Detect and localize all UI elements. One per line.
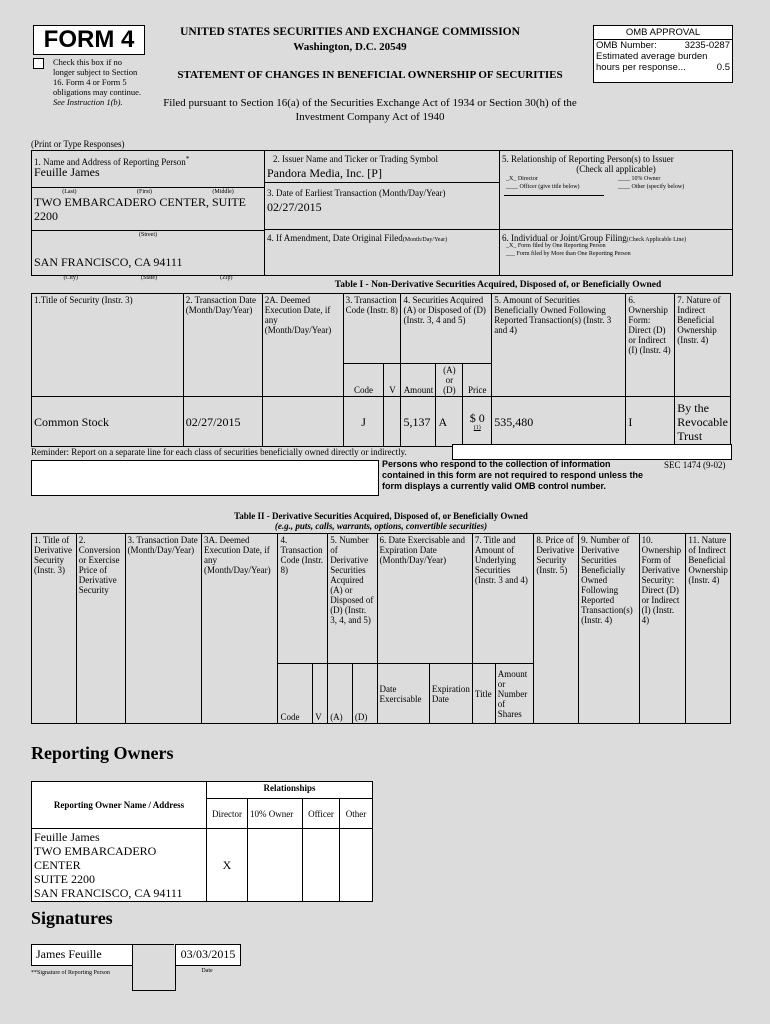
t2-sub-d: (D) bbox=[352, 664, 377, 724]
reminder-text: Reminder: Report on a separate line for each class of securities beneficially owned directly or indirectly. bbox=[31, 447, 407, 457]
t1-amount: 5,137 bbox=[401, 397, 436, 447]
t2-h5: 5. Number of Derivative Securities Acquired (A) or Disposed of (D) (Instr. 3, 4, and 5) bbox=[328, 534, 377, 664]
t2-sub-expiration: Expiration Date bbox=[429, 664, 472, 724]
ro-ten-pct-value bbox=[248, 829, 303, 902]
signature-date-label: Date bbox=[201, 968, 213, 974]
statement-title: STATEMENT OF CHANGES IN BENEFICIAL OWNERSHIP OF SECURITIES bbox=[177, 69, 563, 81]
t1-sub-amount: Amount bbox=[401, 364, 436, 397]
t1-nature: By the Revocable Trust bbox=[675, 397, 731, 447]
t2-h10: 10. Ownership Form of Derivative Security: Direct (D) or Indirect (I) (Instr. 4) bbox=[639, 534, 686, 724]
ro-row bbox=[32, 829, 373, 902]
zip-label: (Zip) bbox=[220, 275, 233, 281]
t1-h1: 1.Title of Security (Instr. 3) bbox=[32, 294, 184, 397]
t2-h3: 3. Transaction Date (Month/Day/Year) bbox=[125, 534, 201, 724]
ro-owner-line: SAN FRANCISCO, CA 94111 bbox=[34, 886, 183, 900]
table1 bbox=[31, 293, 731, 447]
agency-title: UNITED STATES SECURITIES AND EXCHANGE COMMISSION bbox=[180, 26, 520, 38]
t1-h2: 2. Transaction Date (Month/Day/Year) bbox=[183, 294, 262, 397]
omb-approval-box bbox=[593, 25, 733, 83]
omb-number-label: OMB Number: bbox=[596, 40, 657, 51]
signature-date: 03/03/2015 bbox=[180, 947, 236, 961]
ro-owner-line: TWO EMBARCADERO CENTER bbox=[34, 844, 157, 872]
box-relationship bbox=[500, 151, 732, 230]
amendment-sub: (Month/Day/Year) bbox=[402, 237, 448, 243]
t1-deemed bbox=[262, 397, 343, 447]
ro-relationships: Relationships bbox=[207, 782, 373, 799]
earliest-date: 02/27/2015 bbox=[267, 200, 322, 214]
filing-label: 6. Individual or Joint/Group Filing bbox=[502, 233, 627, 243]
ro-officer-value bbox=[303, 829, 340, 902]
filing-more: ___ Form filed by More than One Reporting Person bbox=[506, 251, 631, 257]
form-number-box bbox=[33, 25, 145, 55]
signature-date-box bbox=[175, 944, 241, 966]
omb-number: 3235-0287 bbox=[684, 40, 730, 51]
t1-h3: 3. Transaction Code (Instr. 8) bbox=[343, 294, 401, 364]
t2-h8: 8. Price of Derivative Security (Instr. 5) bbox=[534, 534, 579, 724]
relationship-sub: (Check all applicable) bbox=[576, 164, 656, 174]
street-label: (Street) bbox=[139, 232, 157, 238]
omb-hours-label: hours per response... bbox=[596, 62, 686, 73]
issuer-value: Pandora Media, Inc. [P] bbox=[267, 166, 382, 180]
ro-officer: Officer bbox=[303, 799, 340, 829]
ro-other-value bbox=[340, 829, 373, 902]
reporting-owners-heading: Reporting Owners bbox=[31, 743, 174, 763]
t1-h4: 4. Securities Acquired (A) or Disposed of (D) (Instr. 3, 4 and 5) bbox=[401, 294, 492, 364]
box-issuer bbox=[265, 151, 500, 183]
t1-h2a: 2A. Deemed Execution Date, if any (Month/Day/Year) bbox=[262, 294, 343, 397]
rel-ten-pct: ____ 10% Owner bbox=[618, 176, 661, 182]
reporting-person-label: 1. Name and Address of Reporting Person bbox=[34, 157, 186, 167]
t2-sub-a: (A) bbox=[328, 664, 353, 724]
t1-sub-price: Price bbox=[463, 364, 492, 397]
rel-director: _X_ Director bbox=[506, 176, 538, 182]
table1-row bbox=[32, 397, 731, 447]
last-label: (Last) bbox=[62, 189, 77, 195]
reporting-person-city: SAN FRANCISCO, CA 94111 bbox=[34, 255, 183, 269]
checkbox-note: Check this box if no longer subject to Section 16. Form 4 or Form 5 obligations may continue. See Instruction 1(b). bbox=[53, 57, 142, 107]
reporting-person-star: * bbox=[185, 154, 190, 163]
top-grid bbox=[31, 150, 733, 281]
t1-price: $ 0 bbox=[469, 411, 485, 425]
t1-aord: A bbox=[436, 397, 463, 447]
omb-burden-label: Estimated average burden bbox=[596, 51, 708, 62]
t1-price-note[interactable]: (1) bbox=[473, 425, 481, 431]
signatures-heading: Signatures bbox=[31, 908, 113, 928]
city-label: (City) bbox=[63, 275, 78, 281]
rel-officer: ____ Officer (give title below) bbox=[506, 184, 580, 190]
reporting-owners-table bbox=[31, 781, 373, 902]
reporting-person-name: Feuille James bbox=[34, 165, 100, 179]
t1-sub-v: V bbox=[384, 364, 401, 397]
t2-sub-title: Title bbox=[472, 664, 495, 724]
print-type-note: (Print or Type Responses) bbox=[31, 139, 125, 149]
t2-sub-code: Code bbox=[278, 664, 313, 724]
reminder-box bbox=[452, 444, 732, 460]
t2-h1: 1. Title of Derivative Security (Instr. 3) bbox=[32, 534, 77, 724]
t2-h6: 6. Date Exercisable and Expiration Date (Month/Day/Year) bbox=[377, 534, 472, 664]
signature-label: **Signature of Reporting Person bbox=[31, 970, 110, 976]
t2-sub-v: V bbox=[313, 664, 328, 724]
t2-sub-exercisable: Date Exercisable bbox=[377, 664, 429, 724]
ro-owner-line: SUITE 2200 bbox=[34, 872, 95, 886]
table2-title: Table II - Derivative Securities Acquired, Disposed of, or Beneficially Owned bbox=[234, 511, 528, 521]
t1-price-cell bbox=[463, 397, 492, 447]
t2-h3a: 3A. Deemed Execution Date, if any (Month/Day/Year) bbox=[202, 534, 278, 724]
ro-ten-pct: 10% Owner bbox=[248, 799, 303, 829]
first-label: (First) bbox=[136, 189, 152, 195]
t1-sub-code: Code bbox=[343, 364, 384, 397]
t2-h11: 11. Nature of Indirect Beneficial Ownership (Instr. 4) bbox=[686, 534, 731, 724]
ro-col-name: Reporting Owner Name / Address bbox=[32, 782, 207, 829]
t2-sub-amount: Amount or Number of Shares bbox=[495, 664, 534, 724]
t1-date: 02/27/2015 bbox=[183, 397, 262, 447]
t1-h6: 6. Ownership Form: Direct (D) or Indirect (I) (Instr. 4) bbox=[626, 294, 675, 397]
t1-form: I bbox=[626, 397, 675, 447]
box-reporting-person bbox=[32, 151, 265, 275]
filed-pursuant: Filed pursuant to Section 16(a) of the Securities Exchange Act of 1934 or Section 30(h) of the Investment Company Act of 1940 bbox=[163, 97, 577, 123]
table1-title: Table I - Non-Derivative Securities Acquired, Disposed of, or Beneficially Owned bbox=[334, 280, 662, 290]
t2-h7: 7. Title and Amount of Underlying Securities (Instr. 3 and 4) bbox=[472, 534, 533, 664]
rel-other: ____ Other (specify below) bbox=[618, 184, 685, 190]
box-amendment bbox=[265, 230, 500, 275]
relationship-label: 5. Relationship of Reporting Person(s) to Issuer bbox=[502, 154, 674, 164]
ro-director-mark: X bbox=[207, 829, 248, 902]
checkbox-note-see: See Instruction 1(b). bbox=[53, 97, 123, 107]
t2-h4: 4. Transaction Code (Instr. 8) bbox=[278, 534, 328, 664]
amendment-label: 4. If Amendment, Date Original Filed bbox=[267, 233, 403, 243]
table2-subtitle: (e.g., puts, calls, warrants, options, convertible securities) bbox=[274, 521, 488, 531]
signature-spacer bbox=[132, 944, 176, 991]
ro-owner bbox=[32, 829, 207, 902]
box-filing bbox=[500, 230, 732, 275]
signature-name: James Feuille bbox=[36, 947, 102, 961]
agency-city: Washington, D.C. 20549 bbox=[293, 41, 407, 53]
omb-hours: 0.5 bbox=[716, 62, 730, 73]
t1-v bbox=[384, 397, 401, 447]
t1-h7: 7. Nature of Indirect Beneficial Ownership (Instr. 4) bbox=[675, 294, 731, 397]
persons-blank-box bbox=[31, 460, 379, 496]
omb-title: OMB APPROVAL bbox=[594, 26, 732, 40]
middle-label: (Middle) bbox=[212, 189, 234, 195]
form-label: FORM 4 bbox=[43, 26, 135, 53]
t2-h9: 9. Number of Derivative Securities Beneficially Owned Following Reported Transaction(s) (Instr. 4) bbox=[579, 534, 640, 724]
sec-number: SEC 1474 (9-02) bbox=[664, 460, 726, 470]
ro-director: Director bbox=[207, 799, 248, 829]
earliest-date-label: 3. Date of Earliest Transaction (Month/Day/Year) bbox=[267, 188, 446, 198]
t1-code: J bbox=[343, 397, 384, 447]
ro-owner-line: Feuille James bbox=[34, 830, 100, 844]
signature-box bbox=[31, 944, 133, 966]
filing-one: _X_ Form filed by One Reporting Person bbox=[506, 243, 606, 249]
table2 bbox=[31, 533, 731, 724]
box-earliest-date bbox=[265, 183, 500, 230]
issuer-label: 2. Issuer Name and Ticker or Trading Symbol bbox=[273, 154, 438, 164]
reporting-person-street: TWO EMBARCADERO CENTER, SUITE 2200 bbox=[34, 195, 246, 223]
no-longer-subject-checkbox[interactable] bbox=[33, 58, 44, 69]
ro-other: Other bbox=[340, 799, 373, 829]
t1-security: Common Stock bbox=[32, 397, 184, 447]
filing-sub: (Check Applicable Line) bbox=[626, 237, 687, 243]
t1-h5: 5. Amount of Securities Beneficially Owned Following Reported Transaction(s) (Instr. 3 and 4) bbox=[492, 294, 626, 397]
persons-notice: Persons who respond to the collection of information contained in this form are not required to respond unless the form displays a currently valid OMB control number. bbox=[382, 459, 644, 491]
t2-h2: 2. Conversion or Exercise Price of Derivative Security bbox=[76, 534, 125, 724]
t1-owned: 535,480 bbox=[492, 397, 626, 447]
t1-sub-aord: (A) or (D) bbox=[436, 364, 463, 397]
state-label: (State) bbox=[141, 275, 157, 281]
